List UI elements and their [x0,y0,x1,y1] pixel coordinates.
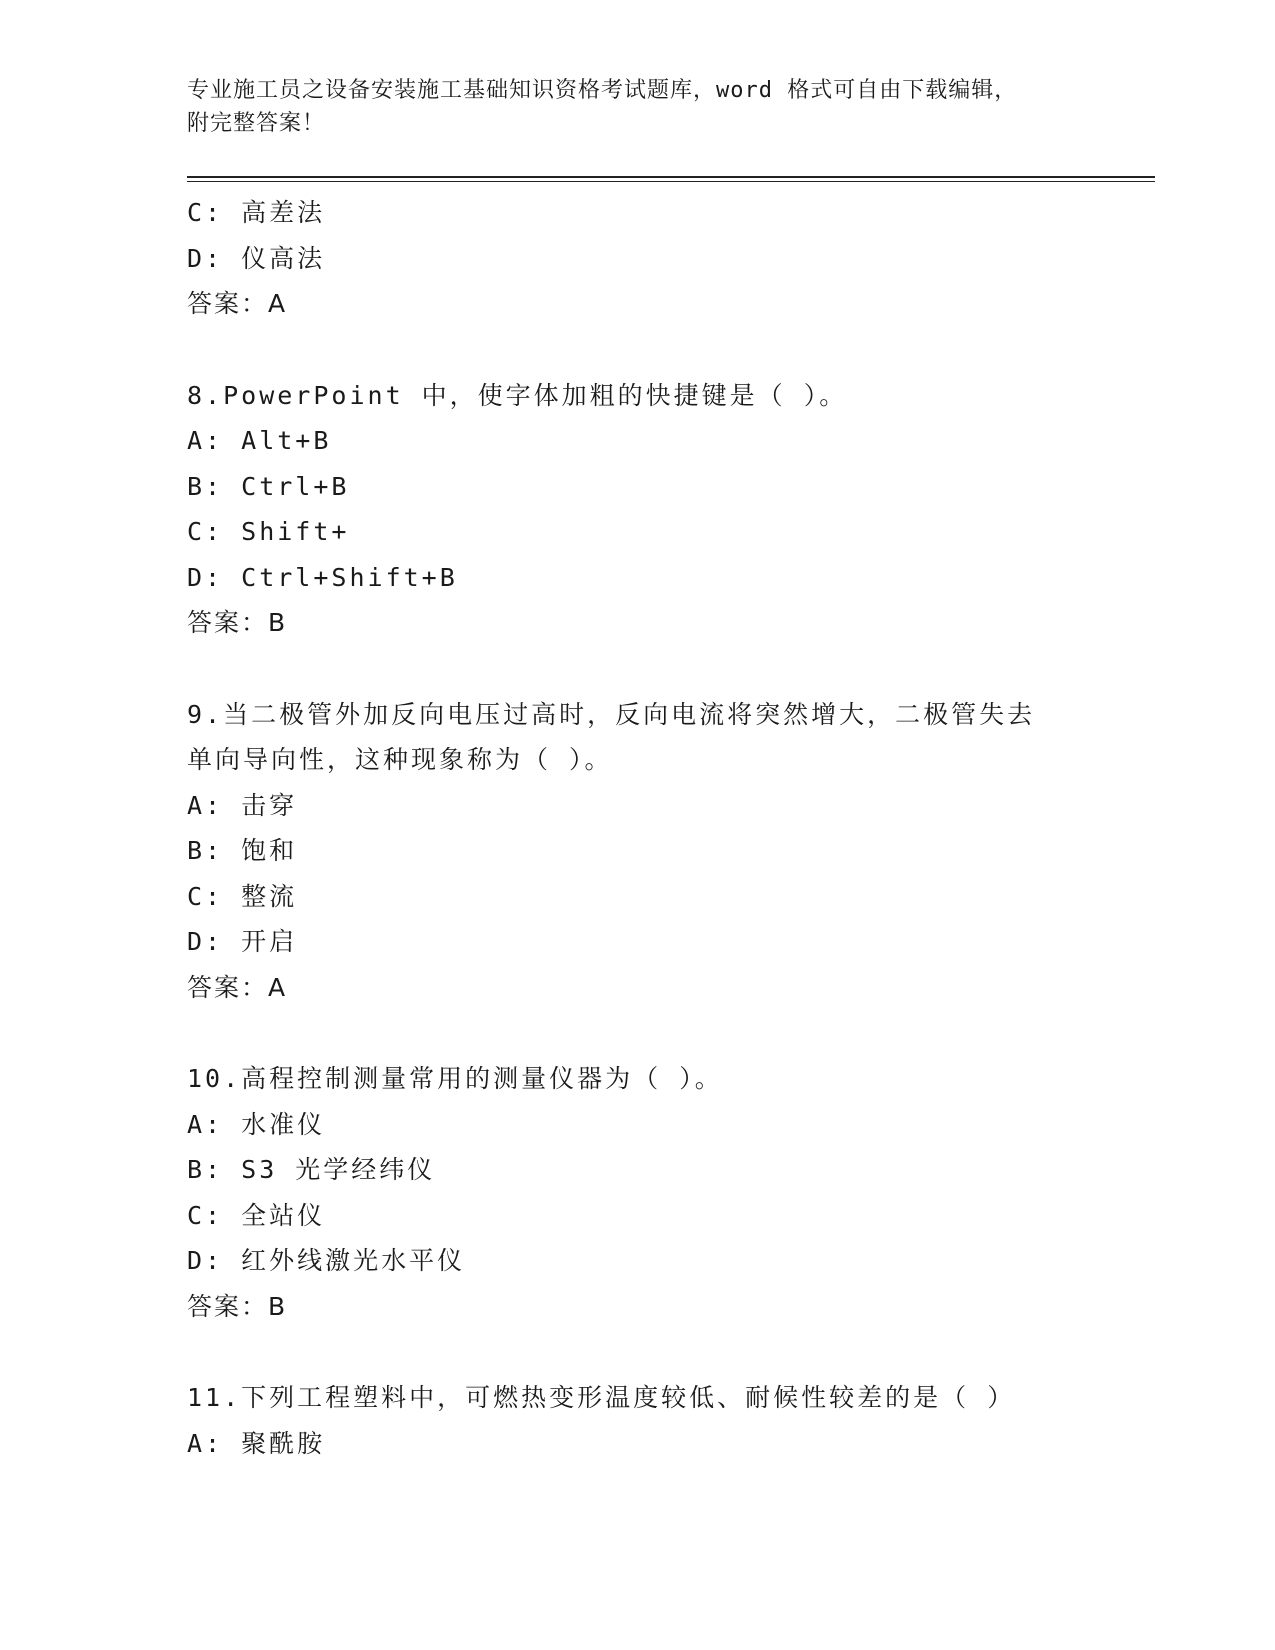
option-a: A: 击穿 [187,790,298,820]
option-b: B: 饱和 [187,836,298,865]
option-d: D: Ctrl+Shift+B [187,562,458,592]
header-divider-thick [187,176,1155,178]
question-stem: 8.PowerPoint 中，使字体加粗的快捷键是（ ）。 [187,380,848,410]
question-stem-line2: 单向导向性，这种现象称为（ ）。 [187,745,613,774]
answer-line: 答案：A [187,972,288,1002]
spacer [187,327,1127,373]
header-title-line1: 专业施工员之设备安装施工基础知识资格考试题库，word 格式可自由下载编辑， [187,78,1018,103]
spacer [187,1010,1127,1056]
spacer [187,646,1127,692]
answer-line: 答案：B [187,1291,288,1321]
option-d: D: 红外线激光水平仪 [187,1246,466,1275]
option-b: B: S3 光学经纬仪 [187,1155,436,1184]
answer-line: 答案：A [187,289,288,318]
question-list [187,190,1127,1466]
option-c: C: 整流 [187,881,298,911]
option-c: C: 高差法 [187,198,326,227]
spacer [187,1329,1127,1375]
header-divider-thin [187,181,1155,182]
document-header [187,74,1087,140]
option-c: C: 全站仪 [187,1200,326,1230]
option-a: A: 水准仪 [187,1109,326,1139]
question-stem-line1: 9.当二极管外加反向电压过高时，反向电流将突然增大，二极管失去 [187,699,1036,729]
question-stem: 10.高程控制测量常用的测量仪器为（ ）。 [187,1064,723,1093]
question-stem: 11.下列工程塑料中，可燃热变形温度较低、耐候性较差的是（ ） [187,1383,1016,1412]
option-c: C: Shift+ [187,517,350,546]
header-title-line2: 附完整答案！ [187,111,326,136]
option-a: A: 聚酰胺 [187,1428,326,1458]
option-d: D: 开启 [187,927,298,956]
option-a: A: Alt+B [187,426,332,455]
option-b: B: Ctrl+B [187,471,350,501]
answer-line: 答案：B [187,608,288,637]
option-d: D: 仪高法 [187,243,326,273]
